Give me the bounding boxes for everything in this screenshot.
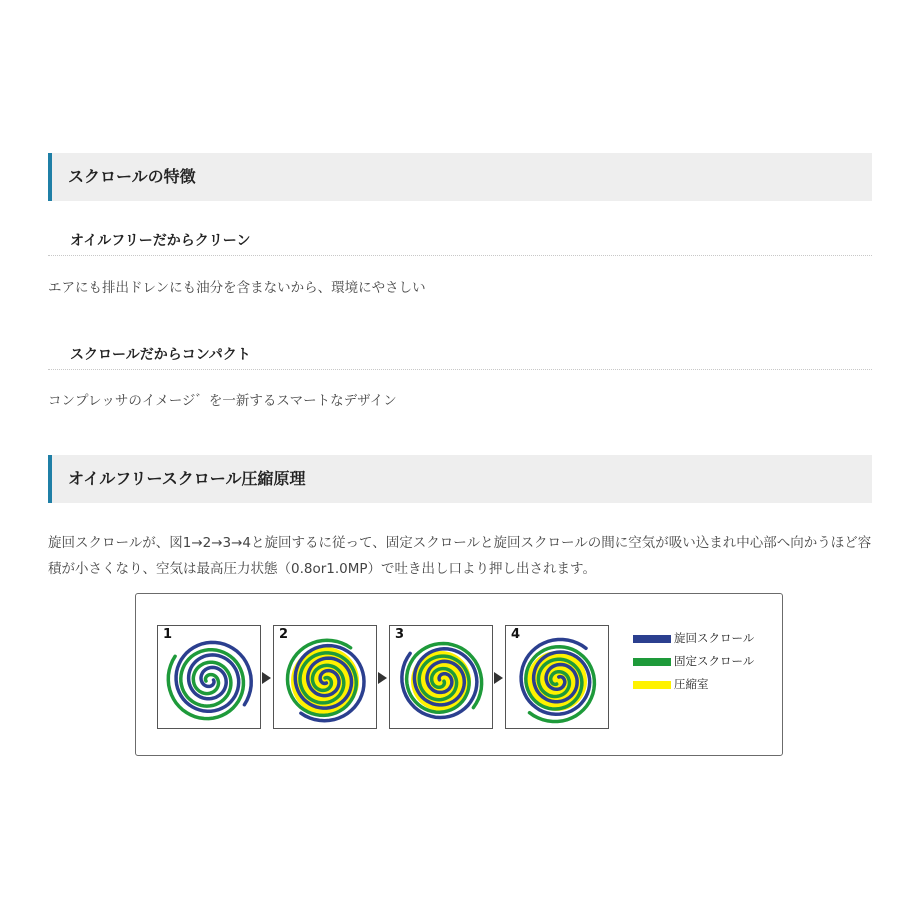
scroll-spiral-graphic — [274, 626, 376, 728]
scroll-spiral-graphic — [506, 626, 608, 728]
panel-number: 4 — [511, 627, 521, 642]
legend-swatch — [633, 681, 671, 689]
subheading-oil-free: オイルフリーだからクリーン — [48, 230, 872, 256]
arrow-icon — [378, 672, 387, 684]
diagram-panel-2 — [273, 625, 377, 729]
panel-number: 1 — [163, 627, 173, 642]
legend-swatch — [633, 635, 671, 643]
legend-label: 固定スクロール — [674, 654, 755, 668]
legend-swatch — [633, 658, 671, 666]
text-principle: 旋回スクロールが、図1→2→3→4と旋回するに従って、固定スクロールと旋回スクロールの間に空気が吸い込まれ中心部へ向かうほど容積が小さくなり、空気は最高圧力状態（0.8or1.0MP）で吐き出し口より押し出されます。 — [48, 535, 872, 577]
arrow-icon — [494, 672, 503, 684]
text-compact: コンプレッサのイメージ゛を一新するスマートなデザイン — [48, 393, 397, 409]
subheading-compact: スクロールだからコンパクト — [48, 344, 872, 370]
scroll-spiral-graphic — [390, 626, 492, 728]
diagram-panel-4 — [505, 625, 609, 729]
scroll-spiral-graphic — [158, 626, 260, 728]
arrow-icon — [262, 672, 271, 684]
diagram-panel-3 — [389, 625, 493, 729]
panel-number: 2 — [279, 627, 289, 642]
diagram-panel-1 — [157, 625, 261, 729]
scroll-compression-diagram — [135, 593, 783, 756]
panel-number: 3 — [395, 627, 405, 642]
section-heading-features: スクロールの特徴 — [48, 153, 872, 201]
legend-label: 圧縮室 — [674, 677, 709, 691]
section-heading-principle: オイルフリースクロール圧縮原理 — [48, 455, 872, 503]
legend-label: 旋回スクロール — [674, 631, 755, 645]
text-oil-free: エアにも排出ドレンにも油分を含まないから、環境にやさしい — [48, 280, 426, 296]
